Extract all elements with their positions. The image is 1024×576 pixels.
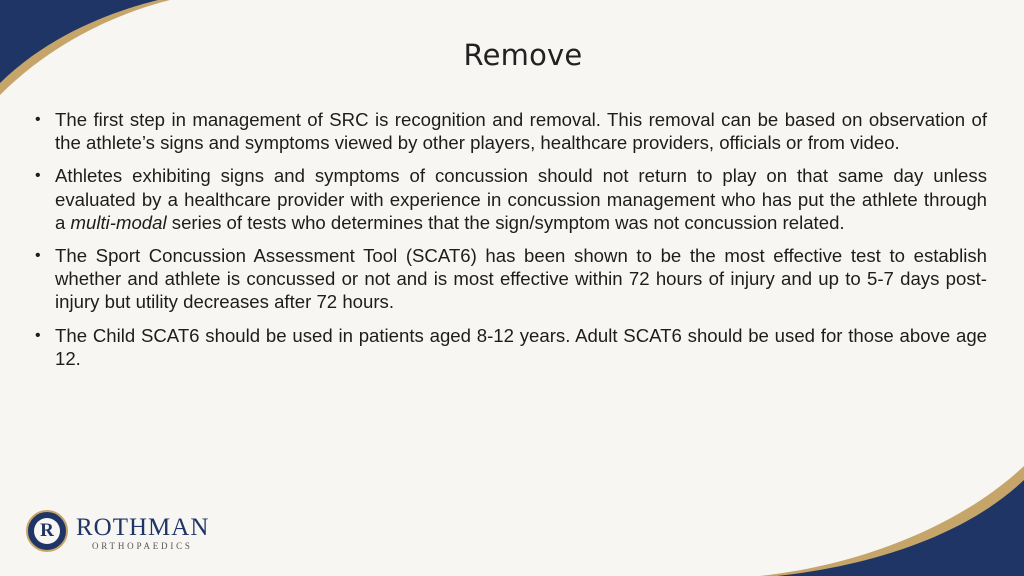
bullet-text-end: series of tests who determines that the sign/symptom was not concussion related. [166, 211, 845, 233]
bullet-item [35, 108, 987, 154]
bullet-dot: • [35, 167, 41, 185]
bullet-item [35, 164, 987, 234]
bullet-item [35, 324, 987, 370]
logo-subtitle: ORTHOPAEDICS [92, 541, 193, 551]
bullet-text: The first step in management of SRC is recognition and removal. This removal can be based on observation of the athlete’s signs and symptoms viewed by other players, healthcare providers, officials or from video. [55, 109, 987, 154]
slide-title: Remove [463, 38, 583, 72]
bullet-dot: • [35, 326, 41, 344]
bullet-text: The Child SCAT6 should be used in patients aged 8-12 years. Adult SCAT6 should be used for those above age 12. [55, 324, 987, 369]
bullet-item [35, 244, 987, 314]
corner-decoration-bottom-right [759, 466, 1024, 576]
logo-letter: R [34, 518, 60, 544]
bullet-dot: • [35, 247, 41, 265]
bullet-text: The Sport Concussion Assessment Tool (SCAT6) has been shown to be the most effective test to establish whether and athlete is concussed or not and is most effective within 72 hours of injury and up to 5-7 days post-injury but utility decreases after 72 hours. [55, 245, 987, 313]
rothman-logo [26, 510, 226, 556]
bullet-text-start: Athletes exhibiting signs and symptoms of concussion should not return to play on that same day unless evaluated by a healthcare provider with experience in concussion management who has put the athlete through a [55, 165, 987, 233]
logo-emblem [26, 510, 68, 552]
bullet-dot: • [35, 111, 41, 128]
logo-name: ROTHMAN [76, 514, 210, 541]
bullet-emphasis: multi-modal [70, 211, 167, 233]
bullet-list [35, 108, 987, 380]
